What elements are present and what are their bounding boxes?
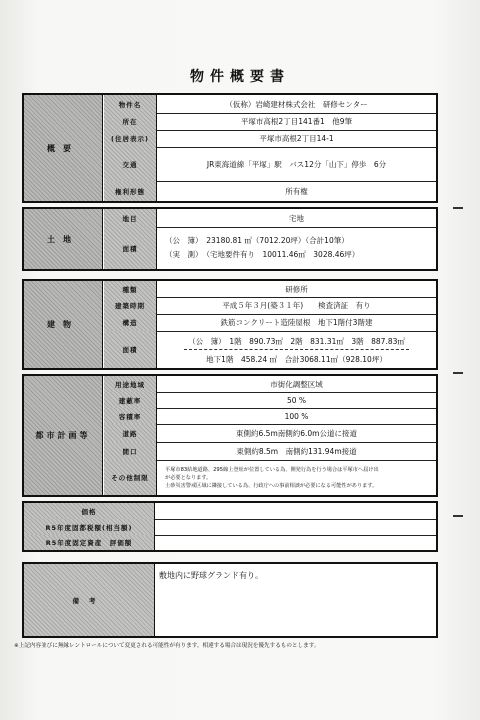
divider <box>453 515 463 517</box>
table-row <box>104 209 436 228</box>
table-row <box>104 424 436 443</box>
table-row <box>104 408 436 425</box>
table-row <box>104 297 436 315</box>
remarks-section <box>22 562 438 638</box>
land-category: 土地 <box>24 209 103 269</box>
land-area-survey: （実 測） （宅地要件有り 10011.46㎡ 3028.46坪） <box>165 250 360 259</box>
floor-area-total: 地下1階 458.24 ㎡ 合計3068.11㎡（928.10坪） <box>206 355 387 364</box>
outline-category: 概要 <box>24 95 103 201</box>
row-label: 物件名 <box>104 95 157 113</box>
row-label: 所在 <box>104 113 157 130</box>
outline-section <box>22 93 438 203</box>
table-row <box>104 113 436 131</box>
row-label: 地目 <box>104 209 157 227</box>
table-row <box>104 281 436 298</box>
property-name: （仮称）岩崎建材株式会社 研修センター <box>225 99 368 109</box>
building-category: 建物 <box>24 281 103 368</box>
row-label: 面積 <box>104 331 157 368</box>
row-label: 交通 <box>104 147 157 181</box>
building-type: 研修所 <box>285 284 308 294</box>
table-row <box>104 442 436 461</box>
build-date: 平成５年３月(築３１年) 検査済証 有り <box>222 301 371 310</box>
row-label: 構造 <box>104 314 157 331</box>
floor-area <box>157 331 436 368</box>
row-label: 容積率 <box>104 408 157 424</box>
restriction-line: が必要となります。 <box>165 474 212 481</box>
building-section <box>22 279 438 370</box>
divider <box>453 372 463 374</box>
other-restrictions <box>157 460 436 495</box>
row-label: 面積 <box>104 227 157 269</box>
residential-address: 平塚市高根2丁目14-1 <box>259 134 334 143</box>
footer-note: ※上記内容並びに無縁レントロールについて変更される可能性が有ります。相違する場合は現況を優先するものとします。 <box>14 643 320 649</box>
coverage-ratio: 50 % <box>286 395 307 405</box>
table-row <box>104 331 436 368</box>
row-label: (住居表示) <box>104 130 157 147</box>
transport: JR東海道線「平塚」駅 バス12分「山下」停歩 6分 <box>206 159 387 169</box>
tax-value <box>155 519 436 535</box>
planning-category: 都市計画等 <box>24 376 103 495</box>
restriction-line: 平塚市83結地道路、295線上登址が位置している為、開発行為を行う場合は平塚市へ届け出 <box>165 466 379 473</box>
land-area-registry: （公 簿） 23180.81 ㎡（7012.20坪）（合計10筆） <box>165 236 349 245</box>
table-row <box>104 95 436 114</box>
row-label: R5年度固定資産 評価額 <box>24 535 155 550</box>
divider <box>453 207 463 209</box>
frontage: 東側約8.5m 南側約131.94m接道 <box>236 446 357 456</box>
row-label: 種類 <box>104 281 157 297</box>
row-label: 用途地域 <box>104 376 157 392</box>
price-value <box>155 503 436 519</box>
table-row <box>104 314 436 332</box>
table-row <box>104 181 436 201</box>
zoning: 市街化調整区域 <box>270 379 323 389</box>
row-label: 間口 <box>104 442 157 460</box>
land-area <box>157 227 436 269</box>
row-label: R5年度固都税額(相当額) <box>24 519 155 535</box>
assessment-value <box>155 535 436 550</box>
table-row <box>104 392 436 409</box>
price-section <box>22 501 438 552</box>
structure: 鉄筋コンクリート造陸屋根 地下1階付3階建 <box>220 318 373 327</box>
row-label: 建蔽率 <box>104 392 157 408</box>
table-row <box>24 503 436 520</box>
land-category-value: 宅地 <box>289 213 304 223</box>
table-row <box>24 564 436 636</box>
table-row <box>104 376 436 393</box>
remarks-label: 備考 <box>24 564 155 636</box>
floor-area-registry: （公 簿） 1階 890.73㎡ 2階 831.31㎡ 3階 887.83㎡ <box>184 334 409 350</box>
table-row <box>104 227 436 269</box>
road-access: 東側約6.5m南側約6.0m公道に接道 <box>236 428 357 438</box>
table-row <box>104 130 436 148</box>
row-label: 価格 <box>24 503 155 519</box>
table-row <box>104 460 436 495</box>
restriction-line: 土砂災害警戒区域に隣接している為、行政庁への事前相談が必要になる可能性があります。 <box>165 482 378 489</box>
row-label: 建築時期 <box>104 297 157 314</box>
remarks-value: 敷地内に野球グランド有り。 <box>159 571 263 580</box>
row-label: 道路 <box>104 424 157 442</box>
table-row <box>24 519 436 536</box>
row-label: 権利形態 <box>104 181 157 201</box>
ownership: 所有権 <box>285 186 308 196</box>
row-label: その他制限 <box>104 460 157 495</box>
land-section <box>22 207 438 271</box>
floor-area-ratio: 100 % <box>284 411 309 421</box>
table-row <box>104 147 436 182</box>
table-row <box>24 535 436 550</box>
location: 平塚市高根2丁目141番1 他9筆 <box>240 117 353 126</box>
page-title: 物件概要書 <box>190 69 290 85</box>
planning-section <box>22 374 438 497</box>
